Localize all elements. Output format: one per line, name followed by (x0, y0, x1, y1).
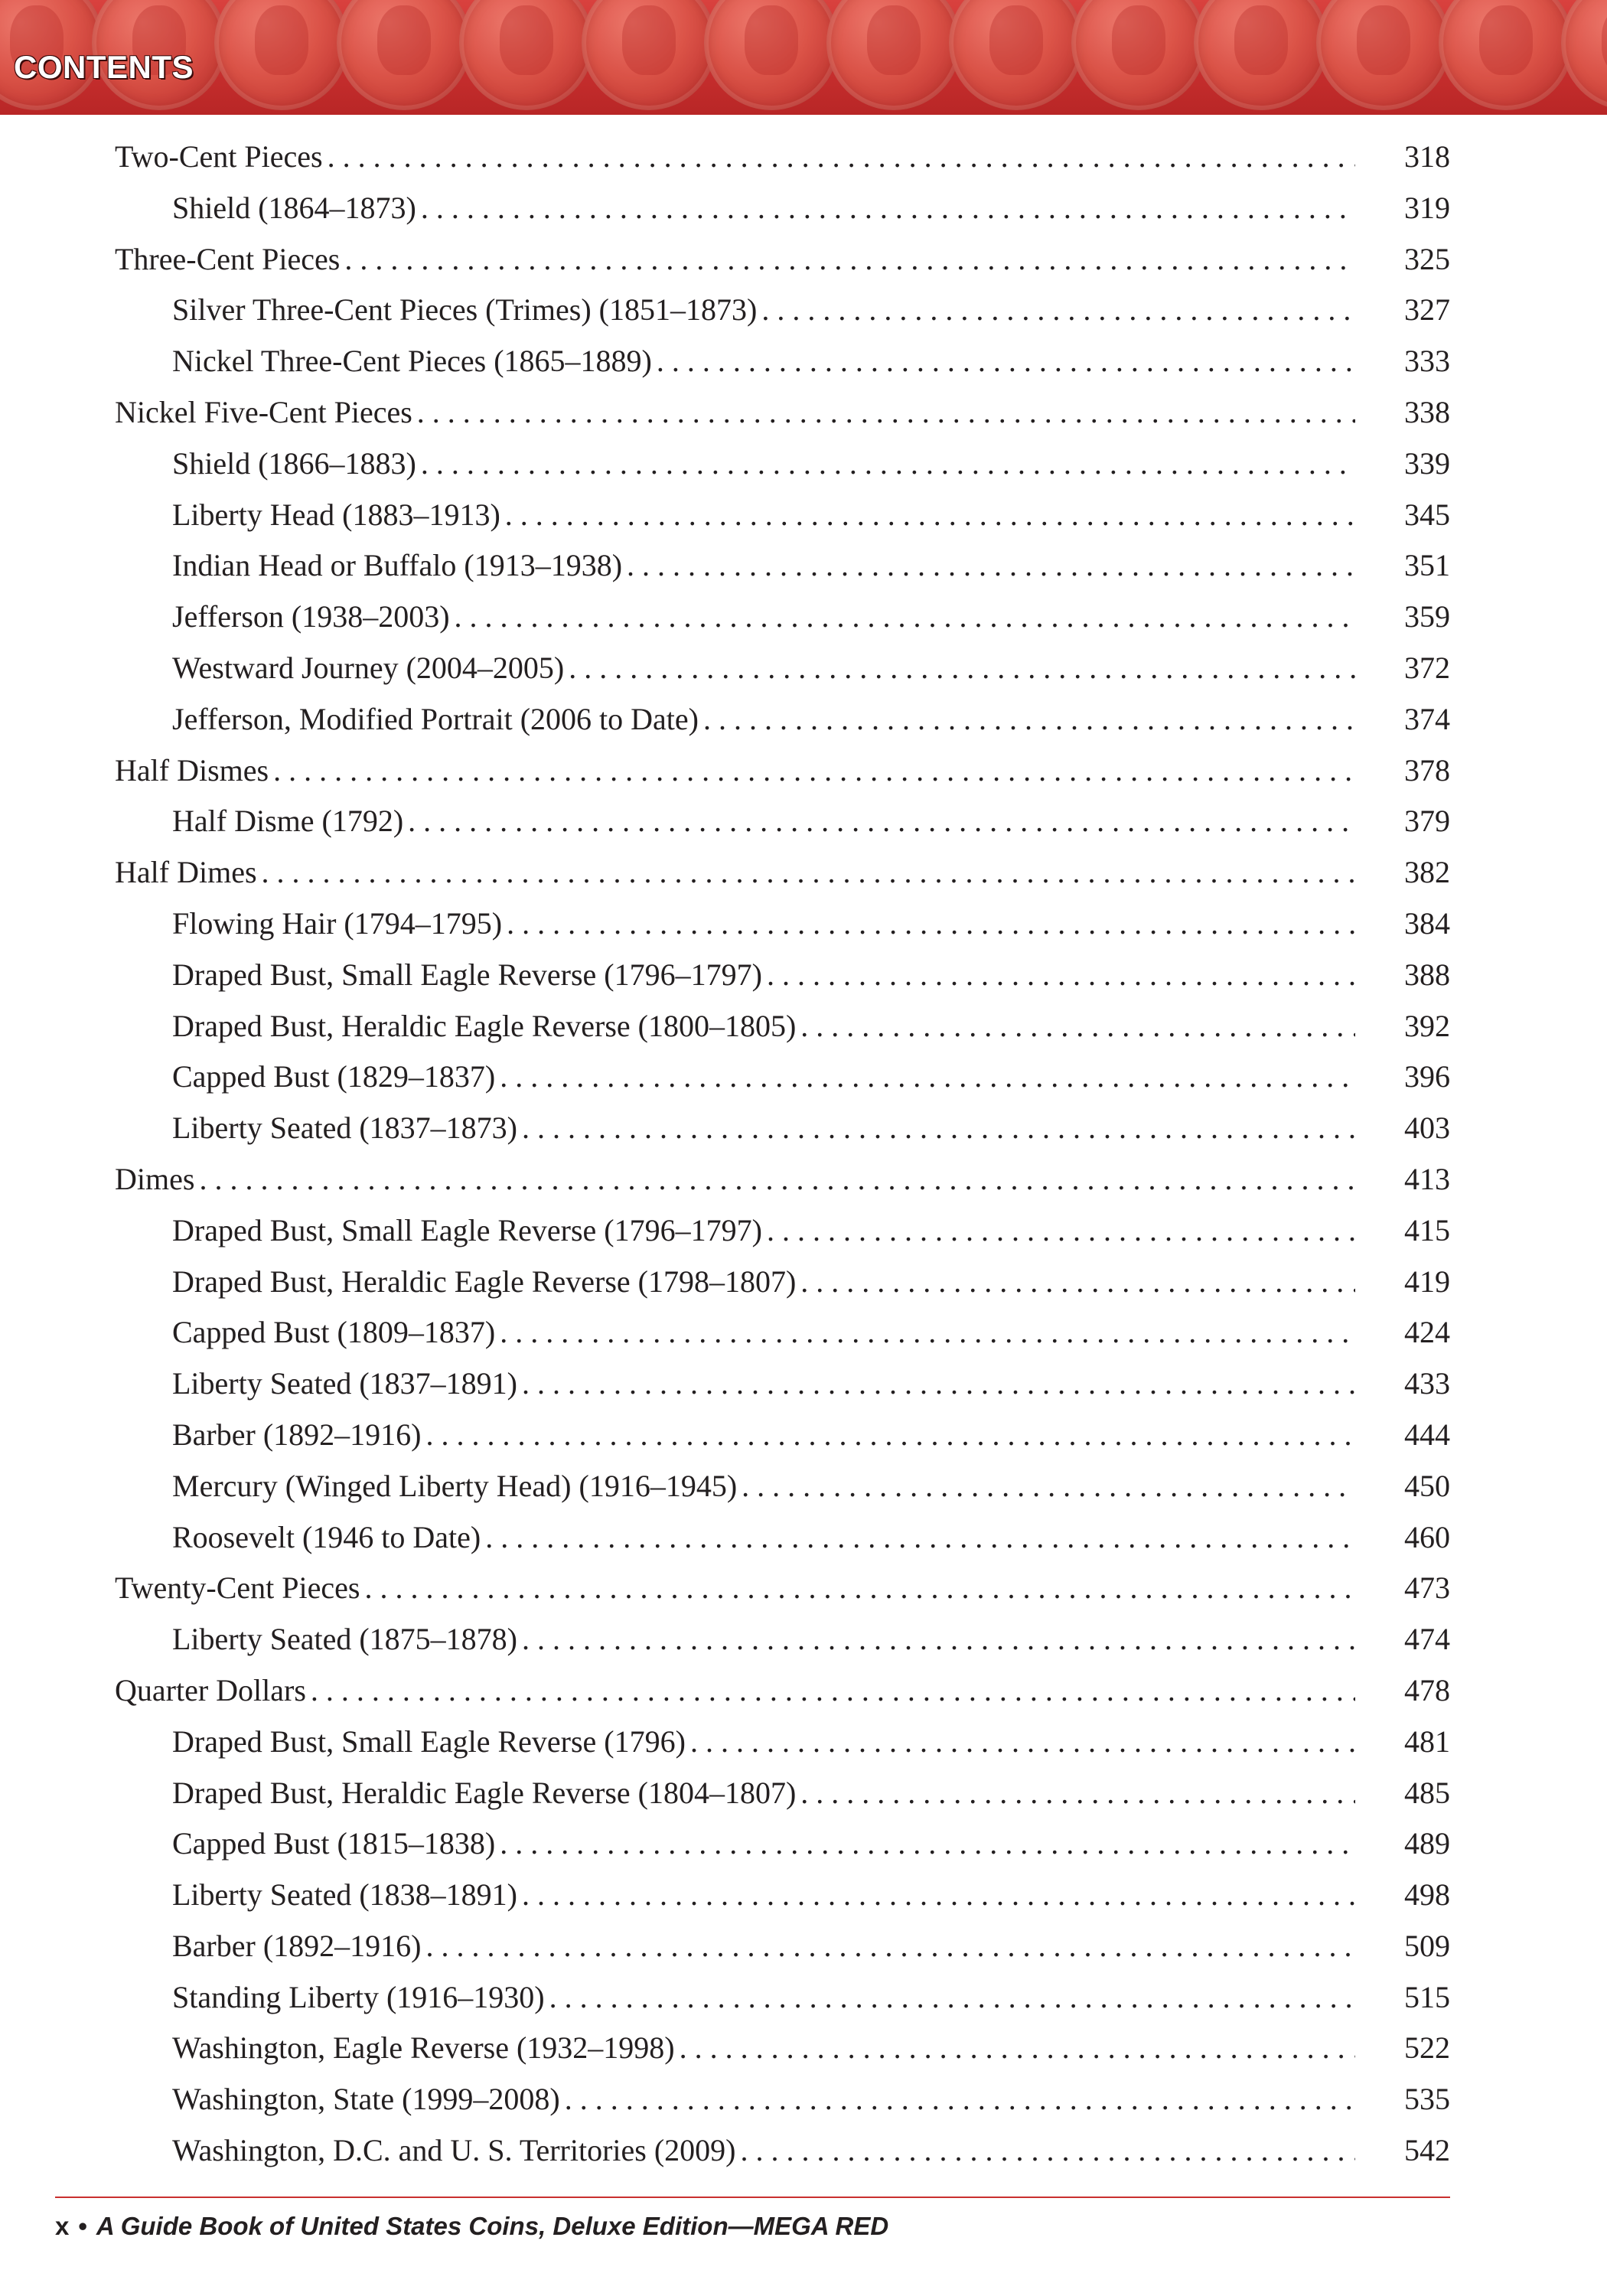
toc-page-number: 379 (1404, 804, 1450, 839)
coin-image (826, 0, 961, 110)
toc-entry-title: Shield (1866–1883) (172, 445, 416, 481)
toc-entry-title: Standing Liberty (1916–1930) (172, 1979, 545, 2014)
dot-leader (417, 387, 1355, 439)
toc-entry-title: Flowing Hair (1794–1795) (172, 905, 503, 941)
toc-subentry[interactable] (115, 1001, 1450, 1052)
coin-image (337, 0, 471, 110)
toc-page-number: 374 (1404, 701, 1450, 736)
coin-image (459, 0, 594, 110)
coin-image (214, 0, 349, 110)
toc-subentry[interactable] (115, 1410, 1450, 1461)
toc-subentry[interactable] (115, 336, 1450, 387)
toc-entry-title: Indian Head or Buffalo (1913–1938) (172, 548, 623, 583)
toc-subentry[interactable] (115, 1103, 1450, 1154)
toc-entry[interactable] (115, 745, 1450, 797)
toc-entry[interactable] (115, 847, 1450, 899)
toc-entry-title: Draped Bust, Small Eagle Reverse (1796–1797) (172, 1212, 762, 1247)
toc-entry-title: Nickel Three-Cent Pieces (1865–1889) (172, 344, 652, 379)
toc-entry-title: Washington, State (1999–2008) (172, 2082, 560, 2117)
dot-leader (565, 2074, 1355, 2125)
toc-page-number: 378 (1404, 752, 1450, 788)
toc-subentry[interactable] (115, 1307, 1450, 1358)
toc-page-number: 473 (1404, 1570, 1450, 1606)
dot-leader (500, 1052, 1355, 1103)
toc-entry[interactable] (115, 387, 1450, 439)
toc-subentry[interactable] (115, 2125, 1450, 2177)
toc-entry-title: Draped Bust, Small Eagle Reverse (1796) (172, 1724, 686, 1759)
toc-page-number: 413 (1404, 1161, 1450, 1196)
toc-subentry[interactable] (115, 439, 1450, 490)
dot-leader (703, 694, 1355, 745)
coin-image (949, 0, 1084, 110)
toc-entry-title: Shield (1864–1873) (172, 190, 416, 225)
dot-leader (569, 643, 1355, 694)
toc-entry-title: Liberty Seated (1838–1891) (172, 1877, 517, 1913)
dot-leader (421, 439, 1355, 490)
dot-leader (690, 1717, 1355, 1768)
dot-leader (425, 1410, 1355, 1461)
toc-page-number: 444 (1404, 1417, 1450, 1452)
toc-subentry[interactable] (115, 183, 1450, 234)
toc-entry-title: Jefferson (1938–2003) (172, 599, 450, 634)
toc-entry-title: Half Dimes (115, 855, 257, 890)
table-of-contents (115, 132, 1450, 2177)
dot-leader (328, 132, 1355, 183)
toc-entry-title: Silver Three-Cent Pieces (Trimes) (1851–1873) (172, 292, 758, 328)
dot-leader (505, 490, 1355, 541)
dot-leader (522, 1103, 1355, 1154)
toc-subentry[interactable] (115, 1972, 1450, 2024)
footer-separator: • (78, 2212, 87, 2240)
footer (55, 2212, 888, 2241)
toc-subentry[interactable] (115, 1461, 1450, 1512)
toc-page-number: 474 (1404, 1622, 1450, 1657)
toc-entry-title: Twenty-Cent Pieces (115, 1570, 360, 1606)
coin-image (1561, 0, 1607, 110)
coin-image (1194, 0, 1328, 110)
toc-page-number: 433 (1404, 1366, 1450, 1401)
toc-entry-title: Capped Bust (1809–1837) (172, 1315, 496, 1350)
dot-leader (522, 1870, 1355, 1921)
dot-leader (500, 1818, 1355, 1870)
toc-entry-title: Quarter Dollars (115, 1672, 306, 1707)
toc-subentry[interactable] (115, 950, 1450, 1001)
dot-leader (761, 285, 1355, 336)
dot-leader (800, 1257, 1355, 1308)
toc-entry-title: Capped Bust (1829–1837) (172, 1059, 496, 1094)
dot-leader (262, 847, 1355, 899)
toc-entry[interactable] (115, 1154, 1450, 1205)
footer-page-number: x (55, 2212, 70, 2240)
toc-page-number: 450 (1404, 1468, 1450, 1503)
toc-subentry[interactable] (115, 285, 1450, 336)
toc-page-number: 403 (1404, 1110, 1450, 1146)
dot-leader (500, 1307, 1355, 1358)
toc-subentry[interactable] (115, 490, 1450, 541)
toc-subentry[interactable] (115, 1512, 1450, 1564)
toc-entry-title: Nickel Five-Cent Pieces (115, 394, 412, 429)
dot-leader (680, 2023, 1355, 2074)
toc-page-number: 542 (1404, 2133, 1450, 2168)
toc-page-number: 339 (1404, 445, 1450, 481)
toc-subentry[interactable] (115, 1717, 1450, 1768)
toc-subentry[interactable] (115, 1205, 1450, 1257)
toc-page-number: 478 (1404, 1672, 1450, 1707)
toc-page-number: 460 (1404, 1519, 1450, 1554)
toc-page-number: 359 (1404, 599, 1450, 634)
toc-page-number: 415 (1404, 1212, 1450, 1247)
toc-subentry[interactable] (115, 592, 1450, 643)
toc-entry[interactable] (115, 1665, 1450, 1717)
toc-page-number: 489 (1404, 1826, 1450, 1861)
toc-subentry[interactable] (115, 1052, 1450, 1103)
toc-entry-title: Liberty Head (1883–1913) (172, 497, 500, 532)
toc-entry-title: Liberty Seated (1837–1891) (172, 1366, 517, 1401)
toc-entry-title: Two-Cent Pieces (115, 139, 323, 174)
toc-subentry[interactable] (115, 1257, 1450, 1308)
toc-page-number: 372 (1404, 650, 1450, 685)
toc-entry-title: Dimes (115, 1161, 195, 1196)
dot-leader (767, 950, 1355, 1001)
toc-entry-title: Draped Bust, Small Eagle Reverse (1796–1797) (172, 957, 762, 992)
toc-page-number: 419 (1404, 1264, 1450, 1299)
toc-entry-title: Liberty Seated (1837–1873) (172, 1110, 517, 1146)
toc-page-number: 509 (1404, 1928, 1450, 1963)
toc-page-number: 338 (1404, 394, 1450, 429)
toc-subentry[interactable] (115, 1818, 1450, 1870)
dot-leader (549, 1972, 1355, 2024)
dot-leader (522, 1358, 1355, 1410)
dot-leader (408, 796, 1355, 847)
toc-entry-title: Jefferson, Modified Portrait (2006 to Date) (172, 701, 699, 736)
toc-page-number: 319 (1404, 190, 1450, 225)
toc-page-number: 384 (1404, 905, 1450, 941)
dot-leader (657, 336, 1355, 387)
toc-entry[interactable] (115, 234, 1450, 285)
footer-divider (55, 2197, 1450, 2198)
toc-entry-title: Washington, D.C. and U. S. Territories (2009) (172, 2133, 736, 2168)
toc-entry-title: Barber (1892–1916) (172, 1928, 422, 1963)
toc-page-number: 535 (1404, 2082, 1450, 2117)
dot-leader (627, 540, 1355, 592)
dot-leader (507, 899, 1355, 950)
coin-image (1071, 0, 1206, 110)
toc-subentry[interactable] (115, 899, 1450, 950)
toc-page-number: 396 (1404, 1059, 1450, 1094)
toc-subentry[interactable] (115, 796, 1450, 847)
dot-leader (767, 1205, 1355, 1257)
coin-image (704, 0, 839, 110)
dot-leader (421, 183, 1355, 234)
dot-leader (311, 1665, 1355, 1717)
toc-entry-title: Westward Journey (2004–2005) (172, 650, 565, 685)
toc-page-number: 333 (1404, 344, 1450, 379)
toc-page-number: 388 (1404, 957, 1450, 992)
dot-leader (742, 1461, 1355, 1512)
toc-page-number: 345 (1404, 497, 1450, 532)
toc-entry-title: Mercury (Winged Liberty Head) (1916–1945) (172, 1468, 738, 1503)
toc-subentry[interactable] (115, 1870, 1450, 1921)
toc-page-number: 318 (1404, 139, 1450, 174)
toc-entry[interactable] (115, 1563, 1450, 1614)
toc-entry-title: Capped Bust (1815–1838) (172, 1826, 496, 1861)
toc-page-number: 424 (1404, 1315, 1450, 1350)
toc-subentry[interactable] (115, 2023, 1450, 2074)
toc-subentry[interactable] (115, 1614, 1450, 1665)
toc-subentry[interactable] (115, 1358, 1450, 1410)
toc-page-number: 392 (1404, 1008, 1450, 1043)
toc-page-number: 485 (1404, 1775, 1450, 1810)
dot-leader (344, 234, 1355, 285)
toc-entry-title: Washington, Eagle Reverse (1932–1998) (172, 2030, 675, 2066)
dot-leader (800, 1001, 1355, 1052)
dot-leader (485, 1512, 1355, 1564)
toc-entry-title: Half Dismes (115, 752, 269, 788)
toc-entry[interactable] (115, 132, 1450, 183)
page-title: CONTENTS (14, 49, 194, 85)
toc-entry-title: Liberty Seated (1875–1878) (172, 1622, 517, 1657)
toc-subentry[interactable] (115, 694, 1450, 745)
toc-page-number: 522 (1404, 2030, 1450, 2066)
toc-page-number: 351 (1404, 548, 1450, 583)
toc-entry-title: Half Disme (1792) (172, 804, 404, 839)
coin-image (1439, 0, 1573, 110)
toc-page-number: 481 (1404, 1724, 1450, 1759)
toc-subentry[interactable] (115, 1921, 1450, 1972)
footer-book-title: A Guide Book of United States Coins, Deluxe Edition—MEGA RED (96, 2212, 889, 2240)
dot-leader (455, 592, 1355, 643)
coin-image (1316, 0, 1451, 110)
toc-entry-title: Draped Bust, Heraldic Eagle Reverse (1804–1807) (172, 1775, 797, 1810)
dot-leader (740, 2125, 1355, 2177)
coin-image (582, 0, 716, 110)
toc-entry-title: Roosevelt (1946 to Date) (172, 1519, 481, 1554)
toc-page-number: 382 (1404, 855, 1450, 890)
toc-page-number: 325 (1404, 241, 1450, 276)
dot-leader (522, 1614, 1355, 1665)
dot-leader (425, 1921, 1355, 1972)
toc-entry-title: Draped Bust, Heraldic Eagle Reverse (1798–1807) (172, 1264, 797, 1299)
toc-subentry[interactable] (115, 540, 1450, 592)
dot-leader (273, 745, 1355, 797)
toc-subentry[interactable] (115, 643, 1450, 694)
toc-entry-title: Draped Bust, Heraldic Eagle Reverse (1800–1805) (172, 1008, 797, 1043)
header-banner (0, 0, 1607, 115)
toc-subentry[interactable] (115, 1768, 1450, 1819)
dot-leader (364, 1563, 1355, 1614)
dot-leader (199, 1154, 1355, 1205)
toc-entry-title: Barber (1892–1916) (172, 1417, 422, 1452)
dot-leader (800, 1768, 1355, 1819)
toc-subentry[interactable] (115, 2074, 1450, 2125)
toc-page-number: 498 (1404, 1877, 1450, 1913)
toc-page-number: 327 (1404, 292, 1450, 328)
toc-page-number: 515 (1404, 1979, 1450, 2014)
toc-entry-title: Three-Cent Pieces (115, 241, 341, 276)
